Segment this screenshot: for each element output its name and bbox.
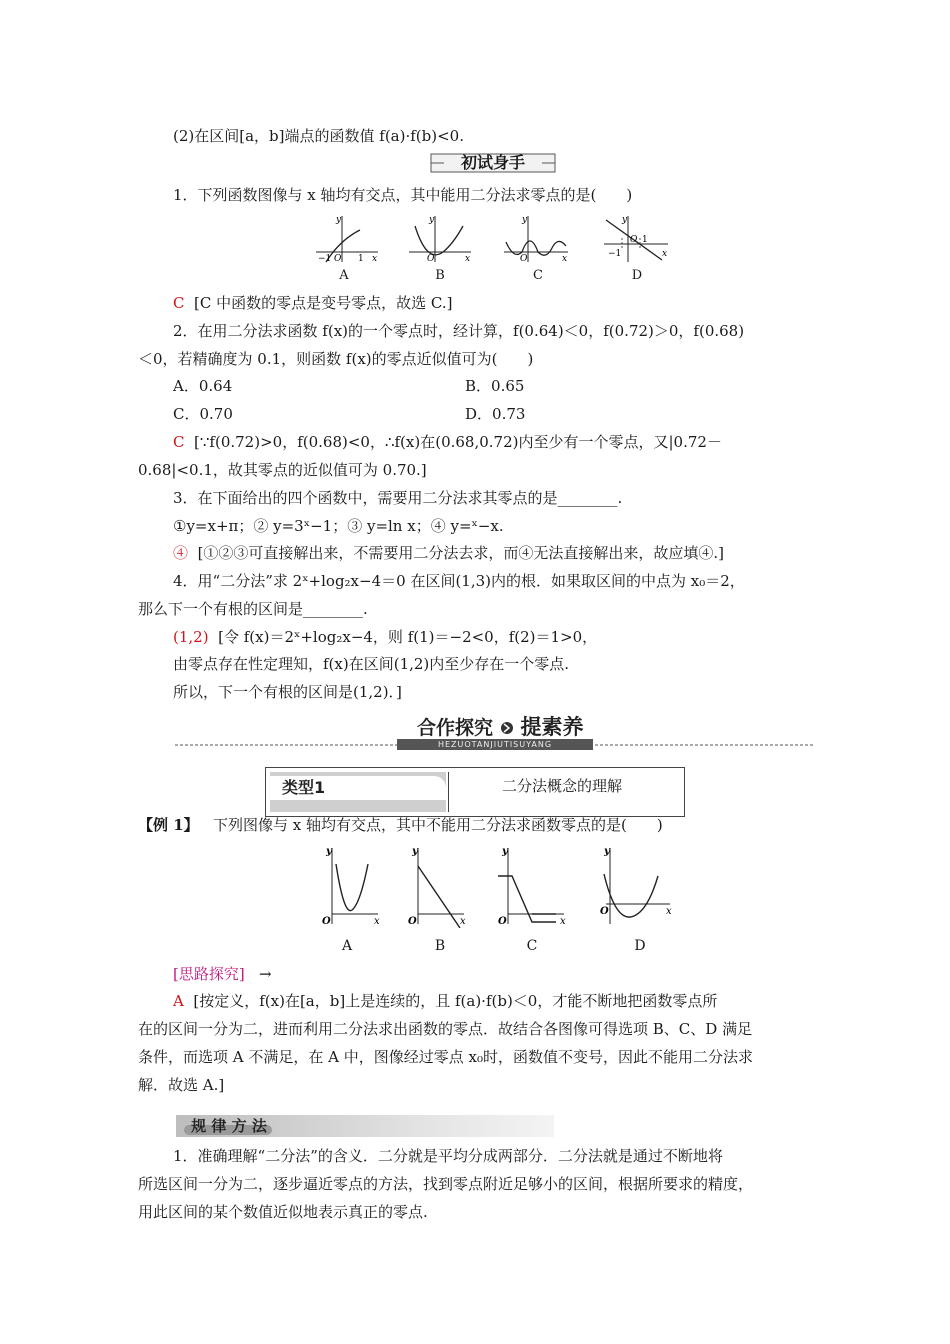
q3-stem-line2: ①y=x+π；② y=3ˣ−1；③ y=ln x；④ y=ˣ−x. [173,517,504,535]
section-pinyin: HEZUOTANJIUTISUYANG [437,740,553,749]
q3-stem-line1: 3．在下面给出的四个函数中，需要用二分法求其零点的是________. [173,489,623,507]
ex1-c-x-label: x [560,916,566,927]
ex1-d-origin: O [600,906,609,917]
q1-b-y-label: y [429,215,435,225]
ex1-answer-line2: 在的区间一分为二，进而利用二分法求出函数的零点．故结合各图像可得选项 B、C、D 满足 [138,1020,753,1038]
type1-title: 二分法概念的理解 [502,777,623,795]
q1-label-c: C [533,268,543,283]
type1-label: 类型1 [282,778,326,797]
method-line3: 用此区间的某个数值近似地表示真正的零点. [138,1203,428,1221]
q1-a-origin: O [334,254,342,264]
q1-stem: 1．下列函数图像与 x 轴均有交点，其中能用二分法求零点的是( ) [173,186,633,204]
ex1-hint [173,964,272,984]
q2-answer-line1 [173,432,722,452]
ex1-d-y-label: y [604,846,610,857]
method-banner-title: 规 律 方 法 [191,1117,267,1135]
ex1-hint-arrow: → [259,965,272,983]
ex1-answer-text1: [按定义，f(x)在[a，b]上是连续的，且 f(a)·f(b)＜0，才能不断地把函数零点所 [193,992,718,1010]
q1-b-x-label: x [465,254,471,264]
q2-answer-letter: C [173,433,185,451]
method-line1: 1．准确理解“二分法”的含义．二分就是平均分成两部分．二分法就是通过不断地将 [173,1147,723,1165]
ex1-a-origin: O [322,916,331,927]
example1-tag: 【例 1】 [138,816,199,834]
q1-d-x-label: x [662,249,668,259]
method-banner [176,1115,554,1137]
ex1-a-x-label: x [374,916,380,927]
ex1-answer-line1 [173,991,717,1011]
ex1-c-origin: O [498,916,507,927]
q1-a-x-label: x [372,254,378,264]
q2-answer-text1: [∵f(0.72)>0，f(0.68)<0，∴f(x)在(0.68,0.72)内至少有一个零点，又|0.72－ [194,433,722,451]
q1-label-a: A [339,268,349,283]
q4-answer-line1 [173,627,597,647]
q4-answer-line2: 由零点存在性定理知，f(x)在区间(1,2)内至少存在一个零点. [173,655,570,673]
example1-stem [138,815,663,835]
section-title-left: 合作探究 [416,717,493,739]
q1-a-neg1: −1 [318,254,332,264]
ex1-answer-letter: A [173,992,184,1010]
method-line2: 所选区间一分为二，逐步逼近零点的方法，找到零点附近足够小的区间，根据所要求的精度， [138,1175,754,1193]
q1-d-y-label: y [622,215,628,225]
ex1-hint-label: [思路探究] [173,965,245,983]
ex1-c-y-label: y [502,846,508,857]
q1-a-y-label: y [336,215,342,225]
ex1-label-c: C [526,938,538,954]
q1-answer-letter: C [173,294,185,312]
ex1-graph-a [318,842,384,928]
section-title-right: 提素养 [520,715,584,739]
q2-stem-line1: 2．在用二分法求函数 f(x)的一个零点时，经计算，f(0.64)＜0，f(0.72)＞0，f(0.68) [173,322,745,340]
ex1-b-x-label: x [460,916,466,927]
q1-c-y-label: y [522,215,528,225]
type1-box [265,767,685,817]
q1-graph-d [600,212,672,264]
type1-divider [448,772,449,812]
q1-d-neg1: −1 [608,249,622,259]
ex1-b-origin: O [408,916,417,927]
q1-c-origin: O [520,254,528,264]
q1-answer-text: [C 中函数的零点是变号零点，故选 C.] [194,294,453,312]
ex1-d-x-label: x [666,906,672,917]
q4-answer-letter: (1,2) [173,628,209,646]
section-banner [175,712,815,752]
q1-a-one: 1 [358,254,364,264]
q1-d-origin: O [630,235,638,245]
q2-answer-line2: 0.68|<0.1，故其零点的近似值可为 0.70.] [138,461,427,479]
q2-option-c: C．0.70 [173,405,233,423]
q4-stem-line1: 4．用“二分法”求 2ˣ+log₂x−4＝0 在区间(1,3)内的根．如果取区间的中点为 x₀＝2， [173,572,745,590]
ex1-label-d: D [634,938,646,954]
q4-answer-line3: 所以，下一个有根的区间是(1,2)．] [173,683,402,701]
q1-c-x-label: x [562,254,568,264]
ex1-a-y-label: y [326,846,332,857]
q1-graph-b [405,212,475,264]
q2-option-d: D．0.73 [465,405,526,423]
ex1-label-b: B [434,938,446,954]
q1-graph-c [500,212,572,264]
condition-2-text: (2)在区间[a，b]端点的函数值 f(a)·f(b)<0. [173,127,464,145]
q1-label-d: D [631,268,643,283]
ex1-graph-d [596,842,676,928]
q1-b-origin: O [427,254,435,264]
ex1-answer-line4: 解．故选 A.] [138,1076,225,1094]
q3-answer [173,543,724,563]
q1-graph-a [312,212,382,264]
ex1-graph-c [494,842,570,928]
ex1-answer-line3: 条件，而选项 A 不满足，在 A 中，图像经过零点 x₀时，函数值不变号，因此不能用二分法求 [138,1048,753,1066]
example1-text: 下列图像与 x 轴均有交点，其中不能用二分法求函数零点的是( ) [212,816,663,834]
ex1-b-y-label: y [412,846,418,857]
q2-option-b: B．0.65 [465,377,525,395]
ex1-label-a: A [341,938,353,954]
q1-answer [173,293,452,313]
q4-answer-text1: [令 f(x)＝2ˣ+log₂x−4，则 f(1)＝−2<0，f(2)＝1>0， [218,628,598,646]
q2-option-a: A．0.64 [173,377,233,395]
ex1-graph-b [404,842,470,928]
q1-d-one: 1 [642,235,648,245]
try-banner [430,152,556,174]
try-banner-title: 初试身手 [460,153,525,172]
q2-stem-line2: ＜0，若精确度为 0.1，则函数 f(x)的零点近似值可为( ) [138,350,534,368]
q3-answer-text: [①②③可直接解出来，不需要用二分法去求，而④无法直接解出来，故应填④.] [197,544,725,562]
q3-answer-letter: ④ [173,544,189,562]
q1-label-b: B [435,268,445,283]
q4-stem-line2: 那么下一个有根的区间是________. [138,600,368,618]
